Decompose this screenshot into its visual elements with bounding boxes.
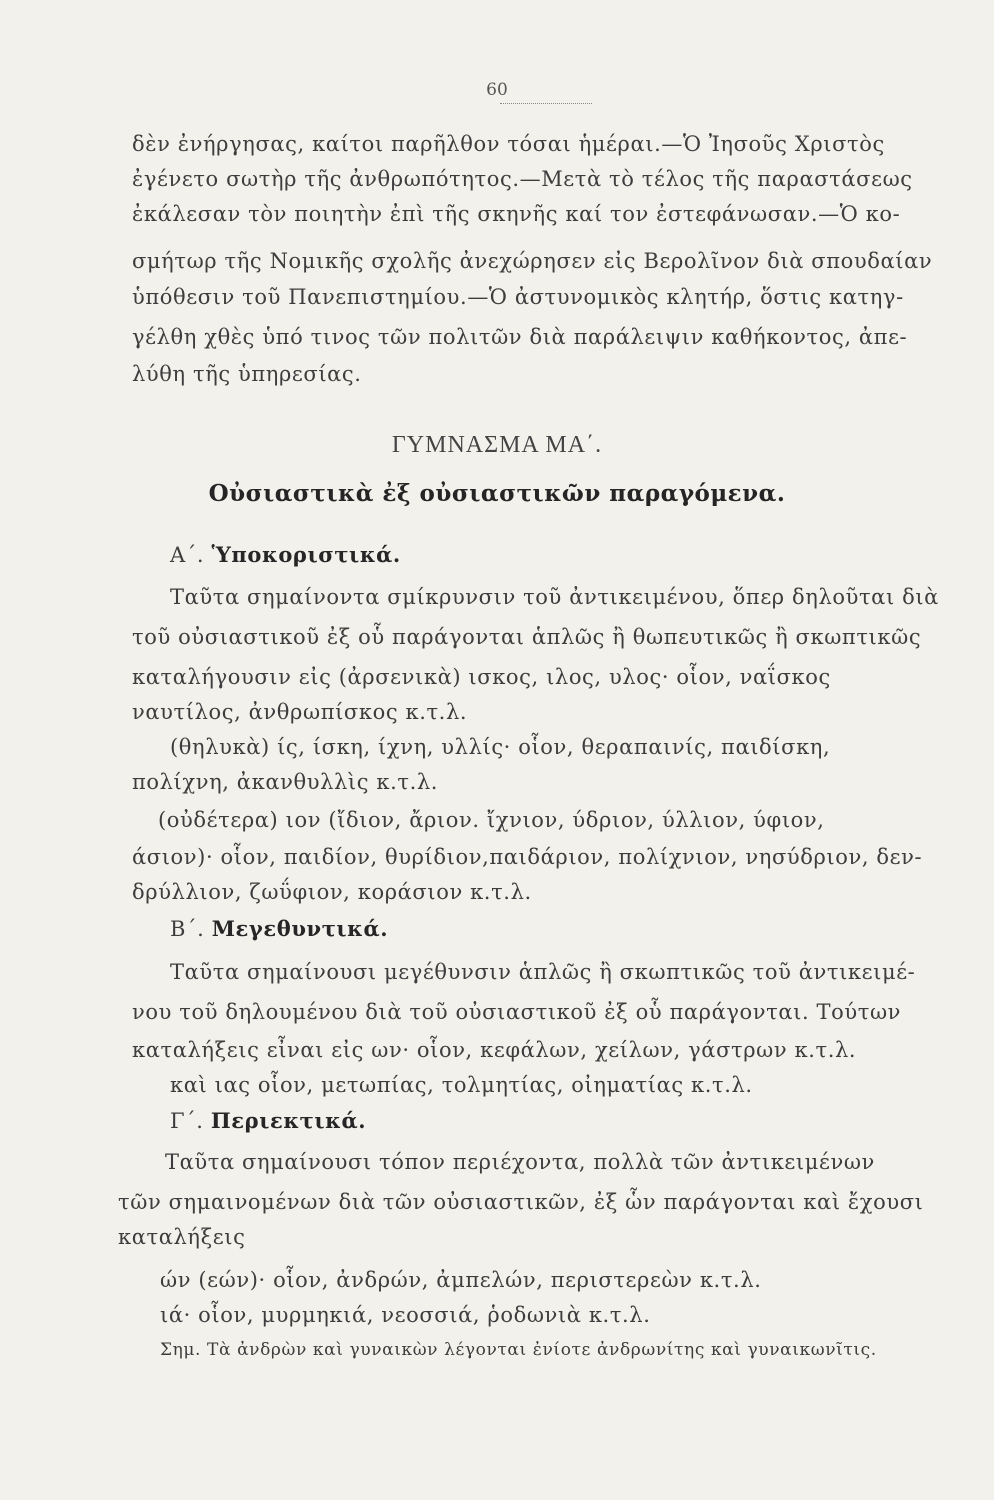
section-b-heading xyxy=(170,916,970,941)
section-c-line: τῶν σημαινομένων διὰ τῶν οὐσιαστικῶν, ἐξ ὧν παράγονται καὶ ἔχουσι xyxy=(118,1190,924,1214)
section-c-line: καταλήξεις xyxy=(118,1225,246,1249)
intro-line: δὲν ἐνήργησας, καίτοι παρῆλθον τόσαι ἡμέραι.—Ὁ Ἰησοῦς Χριστὸς xyxy=(132,132,885,156)
section-a-line: πολίχνη, ἀκανθυλλὶς κ.τ.λ. xyxy=(132,770,439,794)
page-number: 60 xyxy=(486,80,508,100)
intro-line: λύθη τῆς ὑπηρεσίας. xyxy=(132,362,362,386)
section-b-line: νου τοῦ δηλουμένου διὰ τοῦ οὐσιαστικοῦ ἐξ οὗ παράγονται. Τούτων xyxy=(132,1000,902,1024)
section-b-line: Ταῦτα σημαίνουσι μεγέθυνσιν ἁπλῶς ἢ σκωπτικῶς τοῦ ἀντικειμέ- xyxy=(170,960,916,984)
section-a-line: άσιον)· οἷον, παιδίον, θυρίδιον,παιδάριον, πολίχνιον, νησύδριον, δεν- xyxy=(132,845,923,869)
section-c-line: ών (εών)· οἷον, ἀνδρών, ἀμπελών, περιστερεὼν κ.τ.λ. xyxy=(160,1268,762,1292)
section-a-line: (θηλυκὰ) ίς, ίσκη, ίχνη, υλλίς· οἷον, θεραπαινίς, παιδίσκη, xyxy=(170,735,831,759)
section-c-label: Γ΄. xyxy=(170,1109,204,1133)
section-c-heading xyxy=(170,1108,970,1133)
section-a-line: Ταῦτα σημαίνοντα σμίκρυνσιν τοῦ ἀντικειμένου, ὅπερ δηλοῦται διὰ xyxy=(170,585,939,609)
section-c-title: Περιεκτικά. xyxy=(210,1108,367,1133)
section-a-label: Α΄. xyxy=(170,543,205,567)
page-number-rule xyxy=(500,103,592,104)
section-b-line: καταλήξεις εἶναι εἰς ων· οἷον, κεφάλων, χείλων, γάστρων κ.τ.λ. xyxy=(132,1038,857,1062)
intro-line: ὑπόθεσιν τοῦ Πανεπιστημίου.—Ὁ ἀστυνομικὸς κλητήρ, ὅστις κατηγ- xyxy=(132,285,904,309)
section-a-heading xyxy=(170,542,970,567)
section-a-title: Ὑποκοριστικά. xyxy=(211,542,401,567)
section-a-line: τοῦ οὐσιαστικοῦ ἐξ οὗ παράγονται ἁπλῶς ἢ θωπευτικῶς ἢ σκωπτικῶς xyxy=(132,625,922,649)
section-b-label: Β΄. xyxy=(170,917,205,941)
section-a-line: (οὐδέτερα) ιον (ἴδιον, ἄριον. ἴχνιον, ύδριον, ύλλιον, ύφιον, xyxy=(158,808,825,832)
exercise-subheading: Οὐσιαστικὰ ἐξ οὐσιαστικῶν παραγόμενα. xyxy=(208,480,786,507)
intro-line: ἐκάλεσαν τὸν ποιητὴν ἐπὶ τῆς σκηνῆς καί τον ἐστεφάνωσαν.—Ὁ κο- xyxy=(132,202,901,226)
section-c-line: Ταῦτα σημαίνουσι τόπον περιέχοντα, πολλὰ τῶν ἀντικειμένων xyxy=(165,1150,875,1174)
intro-line: γέλθη χθὲς ὑπό τινος τῶν πολιτῶν διὰ παράλειψιν καθήκοντος, ἀπε- xyxy=(132,325,908,349)
section-b-line: καὶ ιας οἷον, μετωπίας, τολμητίας, οἰηματίας κ.τ.λ. xyxy=(170,1073,753,1097)
intro-line: σμήτωρ τῆς Νομικῆς σχολῆς ἀνεχώρησεν εἰς Βερολῖνον διὰ σπουδαίαν xyxy=(132,249,933,273)
exercise-heading: ΓΥΜΝΑΣΜΑ ΜΑ΄. xyxy=(391,432,603,458)
intro-line: ἐγένετο σωτὴρ τῆς ἀνθρωπότητος.—Μετὰ τὸ τέλος τῆς παραστάσεως xyxy=(132,167,913,191)
section-a-line: καταλήγουσιν εἰς (ἀρσενικὰ) ισκος, ιλος, υλος· οἷον, ναΐσκος xyxy=(132,665,831,689)
section-c-note: Σημ. Τὰ ἀνδρὼν καὶ γυναικὼν λέγονται ἐνίοτε ἀνδρωνίτης καὶ γυναικωνῖτις. xyxy=(160,1340,877,1360)
section-b-title: Μεγεθυντικά. xyxy=(211,916,389,941)
section-c-line: ιά· οἷον, μυρμηκιά, νεοσσιά, ῥοδωνιὰ κ.τ.λ. xyxy=(160,1303,651,1327)
section-a-line: ναυτίλος, ἀνθρωπίσκος κ.τ.λ. xyxy=(132,700,468,724)
section-a-line: δρύλλιον, ζωΰφιον, κοράσιον κ.τ.λ. xyxy=(132,880,532,904)
